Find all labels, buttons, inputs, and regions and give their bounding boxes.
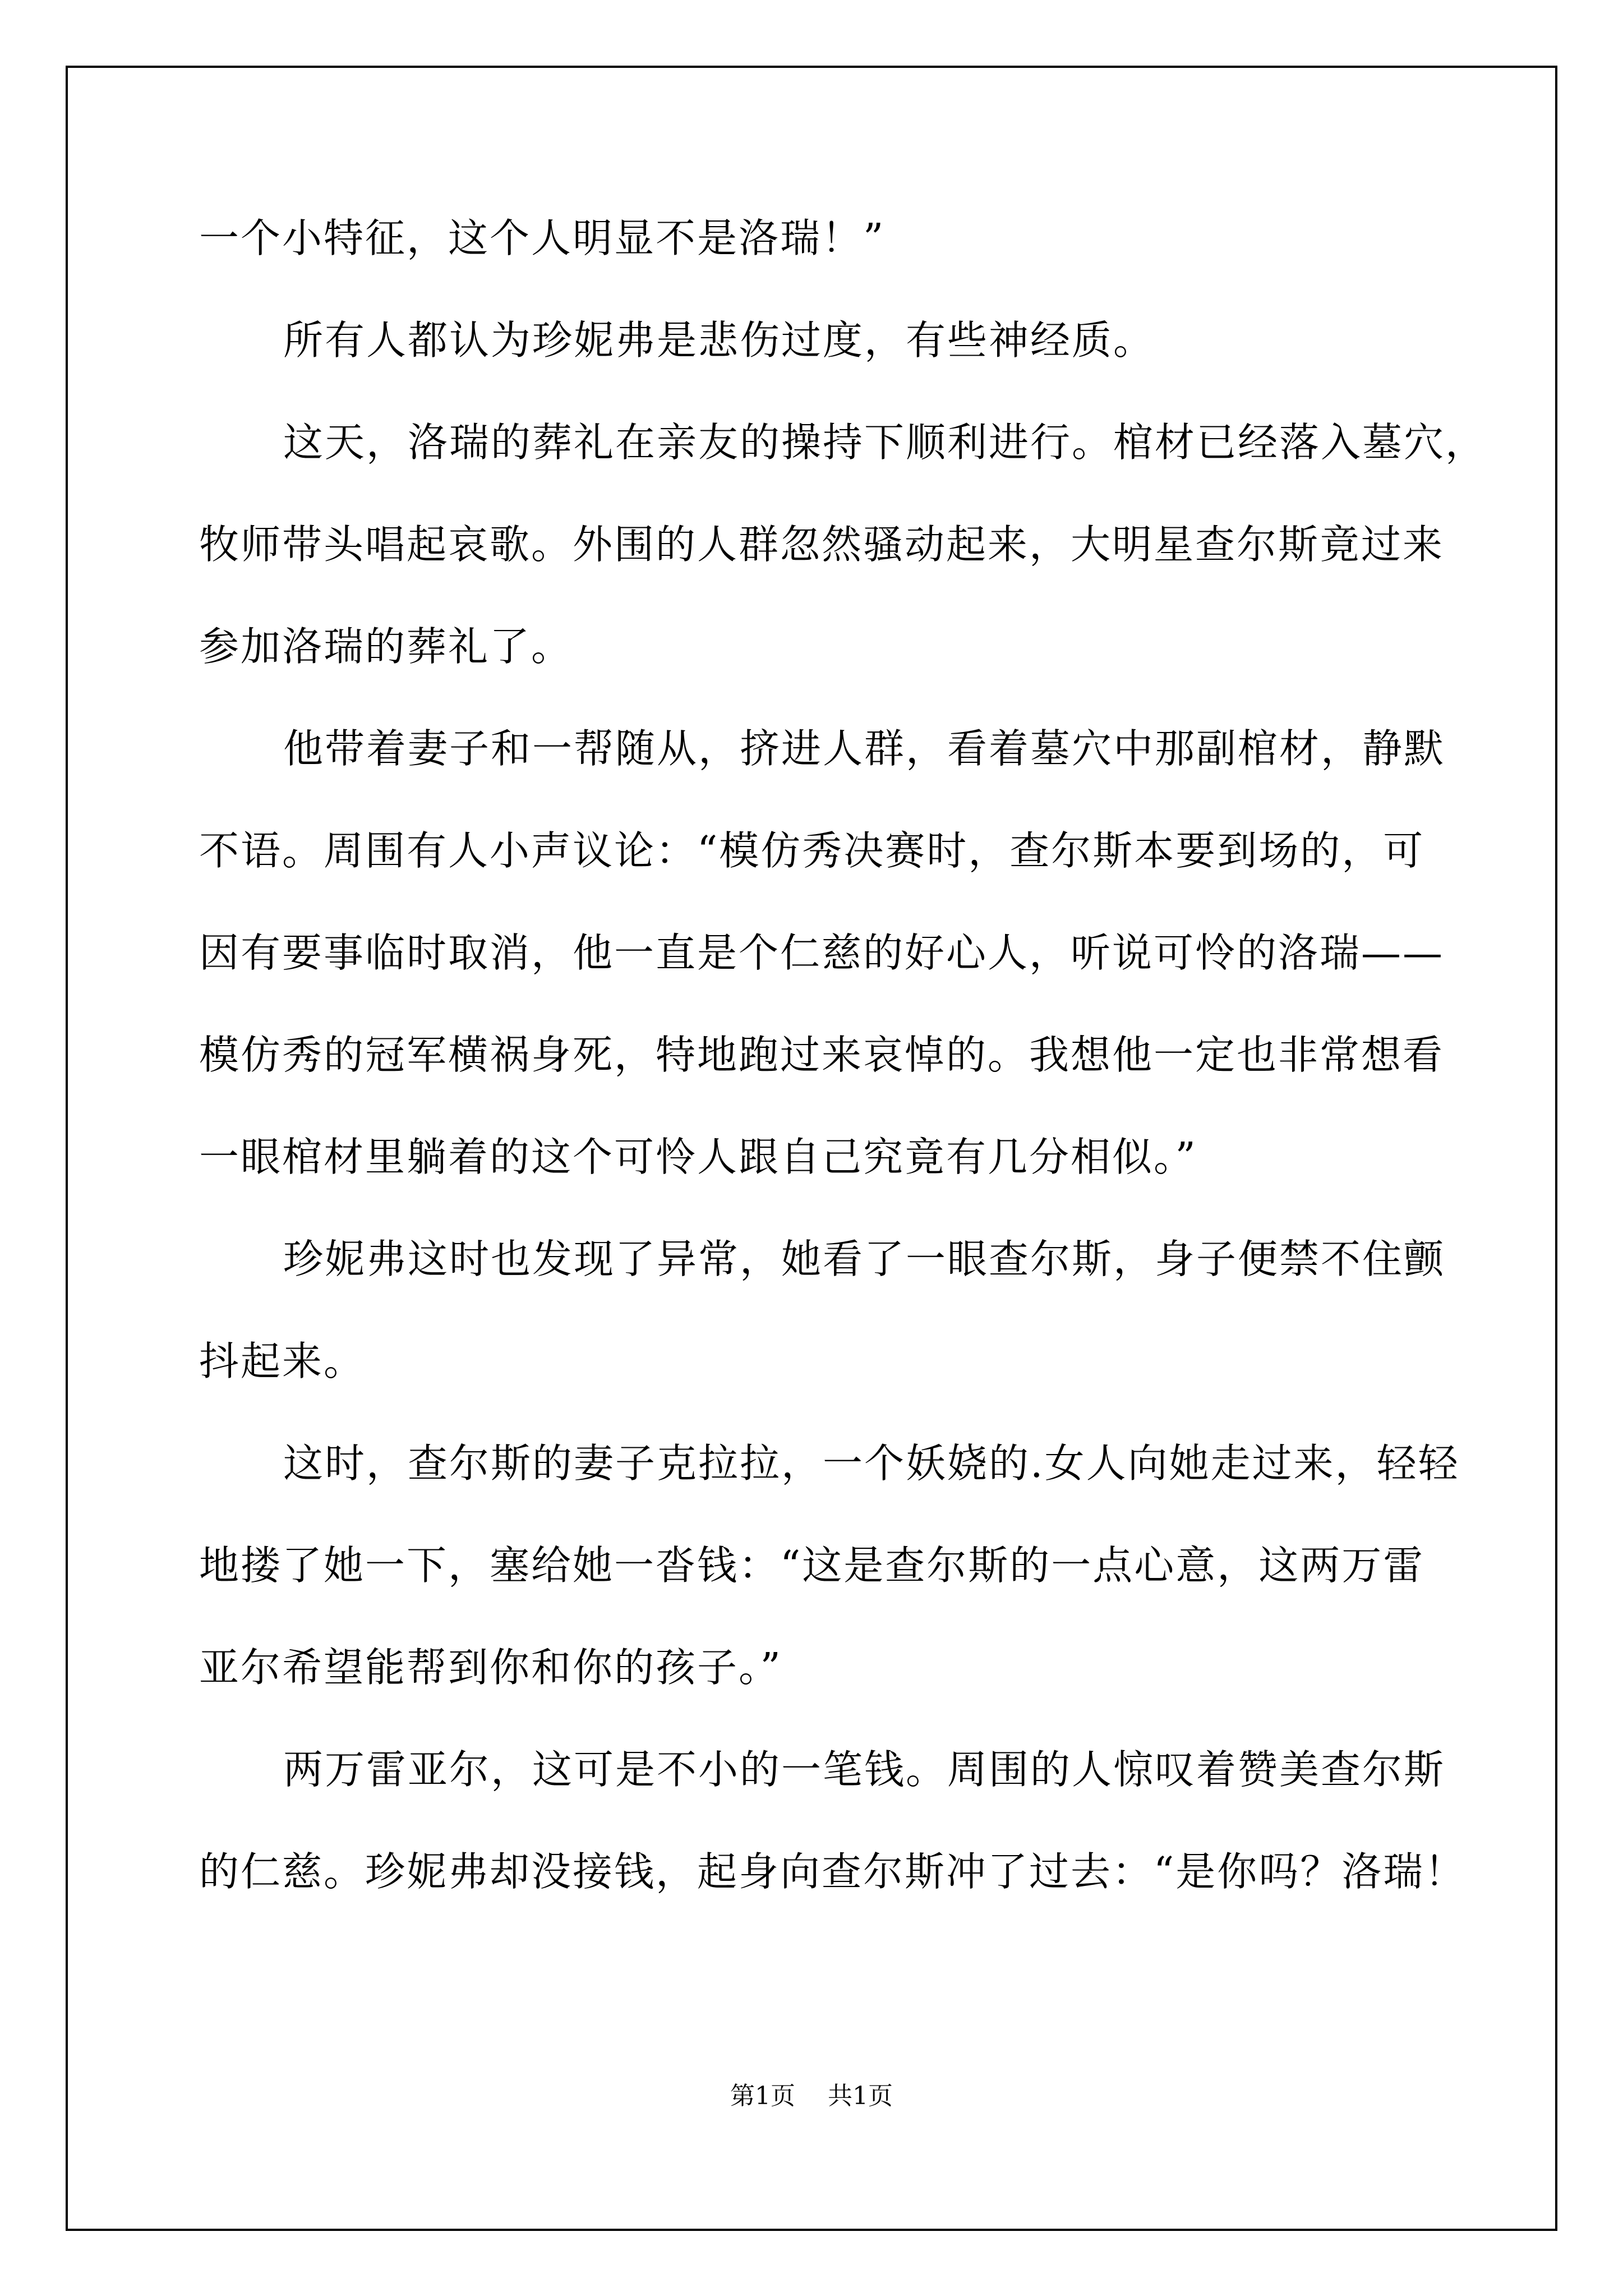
text-line: 一个小特征，这个人明显不是洛瑞！” [199, 215, 886, 261]
text-line: 的仁慈。珍妮弗却没接钱，起身向查尔斯冲了过去：“是你吗？洛瑞！ [199, 1848, 1467, 1895]
page-total: 共1页 [828, 2082, 893, 2110]
text-line: 不语。周围有人小声议论：“模仿秀决赛时，查尔斯本要到场的，可 [199, 827, 1425, 874]
text-line: 模仿秀的冠军横祸身死，特地跑过来哀悼的。我想他一定也非常想看 [199, 1032, 1445, 1078]
text-line: 抖起来。 [199, 1338, 366, 1384]
text-line: 参加洛瑞的葬礼了。 [199, 623, 573, 670]
text-line: 两万雷亚尔，这可是不小的一笔钱。周围的人惊叹着赞美查尔斯 [283, 1746, 1446, 1793]
text-line: 所有人都认为珍妮弗是悲伤过度，有些神经质。 [283, 317, 1155, 364]
page-number: 第1页 [730, 2082, 795, 2110]
text-line: 这时，查尔斯的妻子克拉拉，一个妖娆的.女人向她走过来，轻轻 [283, 1440, 1460, 1487]
text-line: 一眼棺材里躺着的这个可怜人跟自己究竟有几分相似。” [199, 1134, 1197, 1180]
text-line: 因有要事临时取消，他一直是个仁慈的好心人，听说可怜的洛瑞—— [199, 930, 1445, 976]
text-line: 地搂了她一下，塞给她一沓钱：“这是查尔斯的一点心意，这两万雷 [199, 1542, 1425, 1589]
text-line: 这天，洛瑞的葬礼在亲友的操持下顺利进行。棺材已经落入墓穴， [283, 419, 1487, 466]
page-footer [0, 2079, 1623, 2113]
text-line: 他带着妻子和一帮随从，挤进人群，看着墓穴中那副棺材，静默 [283, 725, 1446, 772]
text-line: 牧师带头唱起哀歌。外围的人群忽然骚动起来，大明星查尔斯竟过来 [199, 521, 1445, 568]
text-line: 亚尔希望能帮到你和你的孩子。” [199, 1644, 782, 1691]
text-line: 珍妮弗这时也发现了异常，她看了一眼查尔斯，身子便禁不住颤 [283, 1236, 1446, 1282]
